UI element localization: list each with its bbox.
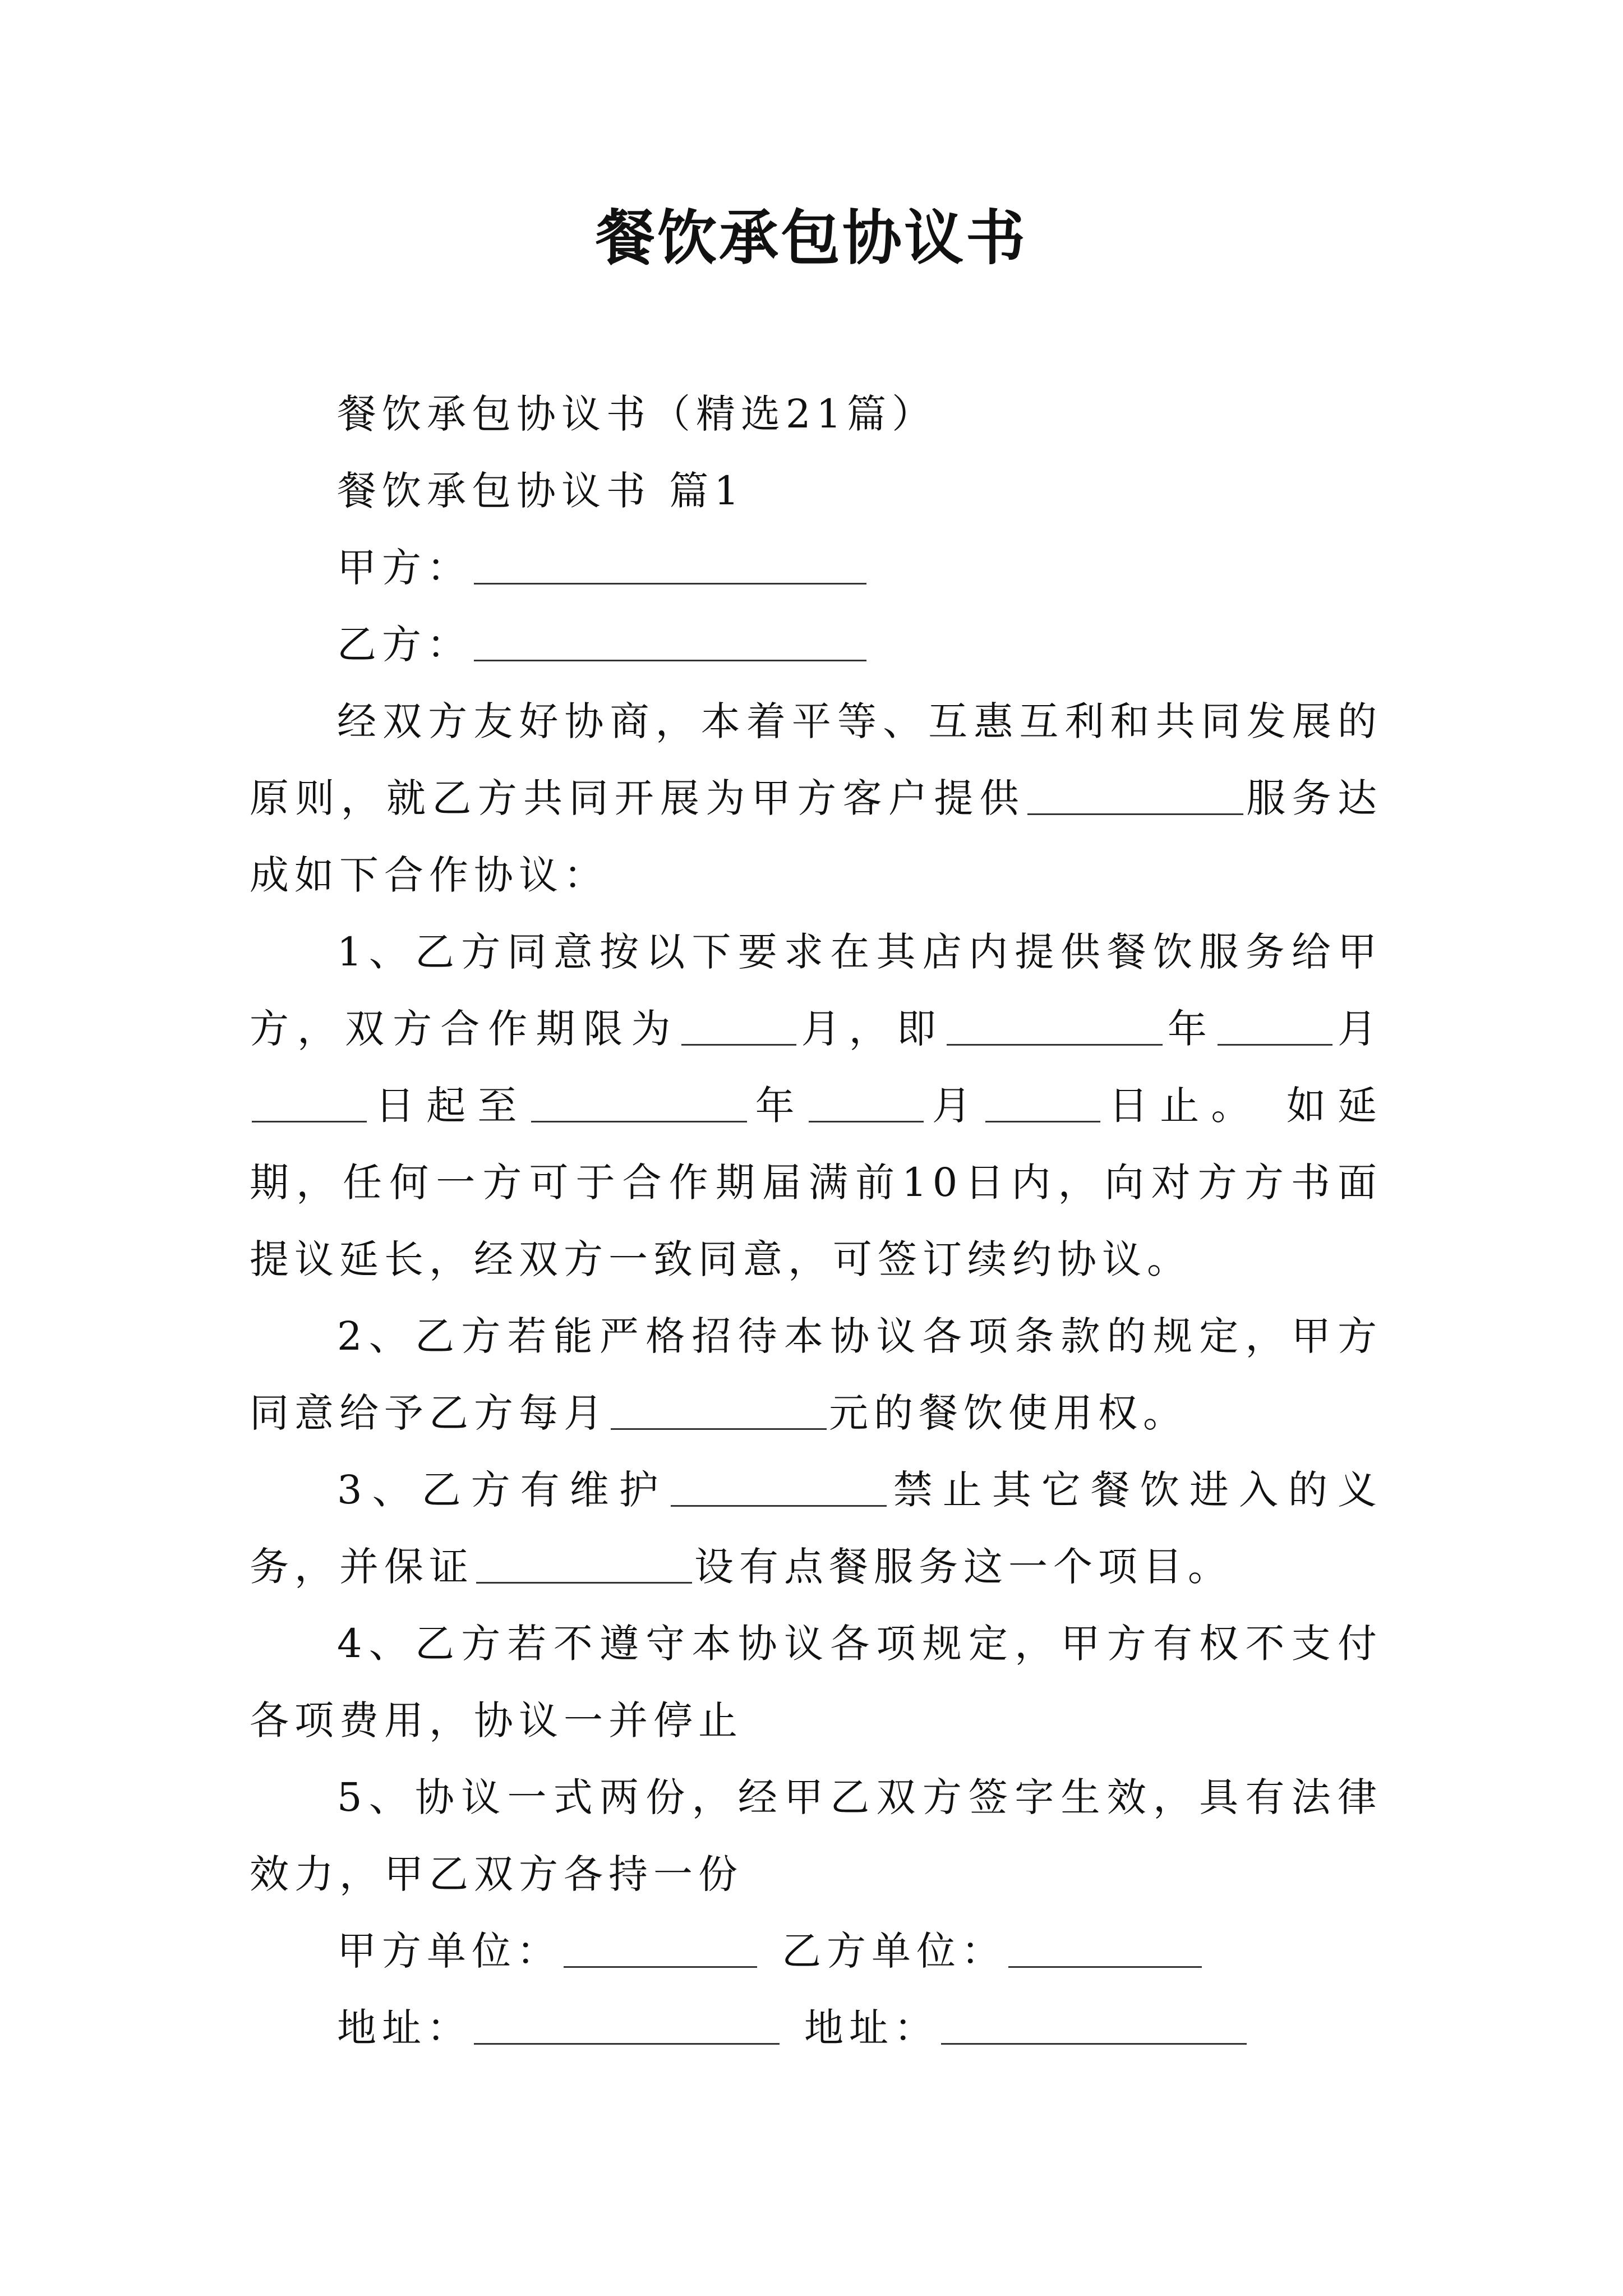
intro-text-2: 服务达成如下合作协议： [250,775,1383,898]
party-b-line [250,606,1382,683]
end-day-blank[interactable] [985,1084,1100,1122]
clause-5-text: 5、协议一式两份，经甲乙双方签字生效，具有法律效力，甲乙双方各持一份 [250,1774,1382,1897]
start-year-blank[interactable] [947,1007,1163,1046]
guarantee-location-blank[interactable] [476,1545,692,1584]
party-b-unit-label: 乙方单位： [782,1928,1006,1974]
start-day-blank[interactable] [252,1084,367,1122]
subtitle-text: 餐饮承包协议书（精选21篇） [337,391,937,437]
monthly-amount-blank[interactable] [611,1391,827,1430]
clause-4-text: 4、乙方若不遵守本协议各项规定，甲方有权不支付各项费用，协议一并停止 [250,1621,1382,1743]
document-title: 餐饮承包协议书 [596,204,1027,273]
party-b-blank[interactable] [474,623,866,661]
clause-4 [250,1605,1382,1759]
clause-1-text-4: 月 [1334,1006,1382,1052]
party-b-label: 乙方： [337,622,472,668]
party-a-unit-label: 甲方单位： [337,1928,561,1974]
section-heading-text: 餐饮承包协议书 篇1 [337,468,745,514]
clause-1-text-8: 日止。 如延期，任何一方可于合作期届满前10日内，向对方方书面提议延长，经双方一致同意，可签订续约协议。 [250,1083,1382,1282]
term-months-blank[interactable] [681,1007,796,1046]
address-a-label: 地址： [337,2005,472,2051]
clause-3-text-2: 禁止其它餐饮进入的义务，并保证 [250,1467,1383,1590]
clause-3-text-1: 3、乙方有维护 [337,1467,668,1513]
signature-unit-line [250,1913,1382,1990]
end-month-blank[interactable] [809,1084,924,1122]
clause-3 [250,1452,1382,1605]
clause-1 [250,914,1382,1298]
clause-1-text-5: 日起至 [369,1083,529,1129]
intro-paragraph [250,683,1382,914]
clause-5 [250,1759,1382,1913]
clause-1-text-3: 年 [1164,1006,1215,1052]
clause-2 [250,1298,1382,1452]
clause-1-text-7: 月 [925,1083,983,1129]
party-a-line [250,530,1382,606]
protected-area-blank[interactable] [671,1468,887,1507]
intro-text-1: 经双方友好协商，本着平等、互惠互利和共同发展的原则，就乙方共同开展为甲方客户提供 [250,698,1382,821]
clause-2-text-1: 2、乙方若能严格招待本协议各项条款的规定，甲方同意给予乙方每月 [250,1313,1382,1436]
party-b-unit-blank[interactable] [1008,1929,1202,1968]
service-blank[interactable] [1027,776,1243,815]
clause-1-text-2: 月，即 [798,1006,944,1052]
address-b-blank[interactable] [941,2006,1247,2045]
clause-2-text-2: 元的餐饮使用权。 [829,1390,1188,1436]
document-body [250,376,1382,2067]
address-a-blank[interactable] [474,2006,780,2045]
party-a-blank[interactable] [474,546,866,585]
clause-1-text-1: 1、乙方同意按以下要求在其店内提供餐饮服务给甲方，双方合作期限为 [250,929,1382,1052]
clause-1-text-6: 年 [749,1083,806,1129]
end-year-blank[interactable] [531,1084,747,1122]
party-a-unit-blank[interactable] [564,1929,757,1968]
start-month-blank[interactable] [1218,1007,1332,1046]
party-a-label: 甲方： [337,545,472,591]
address-b-label: 地址： [804,2005,939,2051]
signature-address-line [250,1990,1382,2067]
clause-3-text-3: 设有点餐服务这一个项目。 [694,1544,1233,1590]
section-heading [250,453,1382,530]
subtitle [250,376,1382,453]
